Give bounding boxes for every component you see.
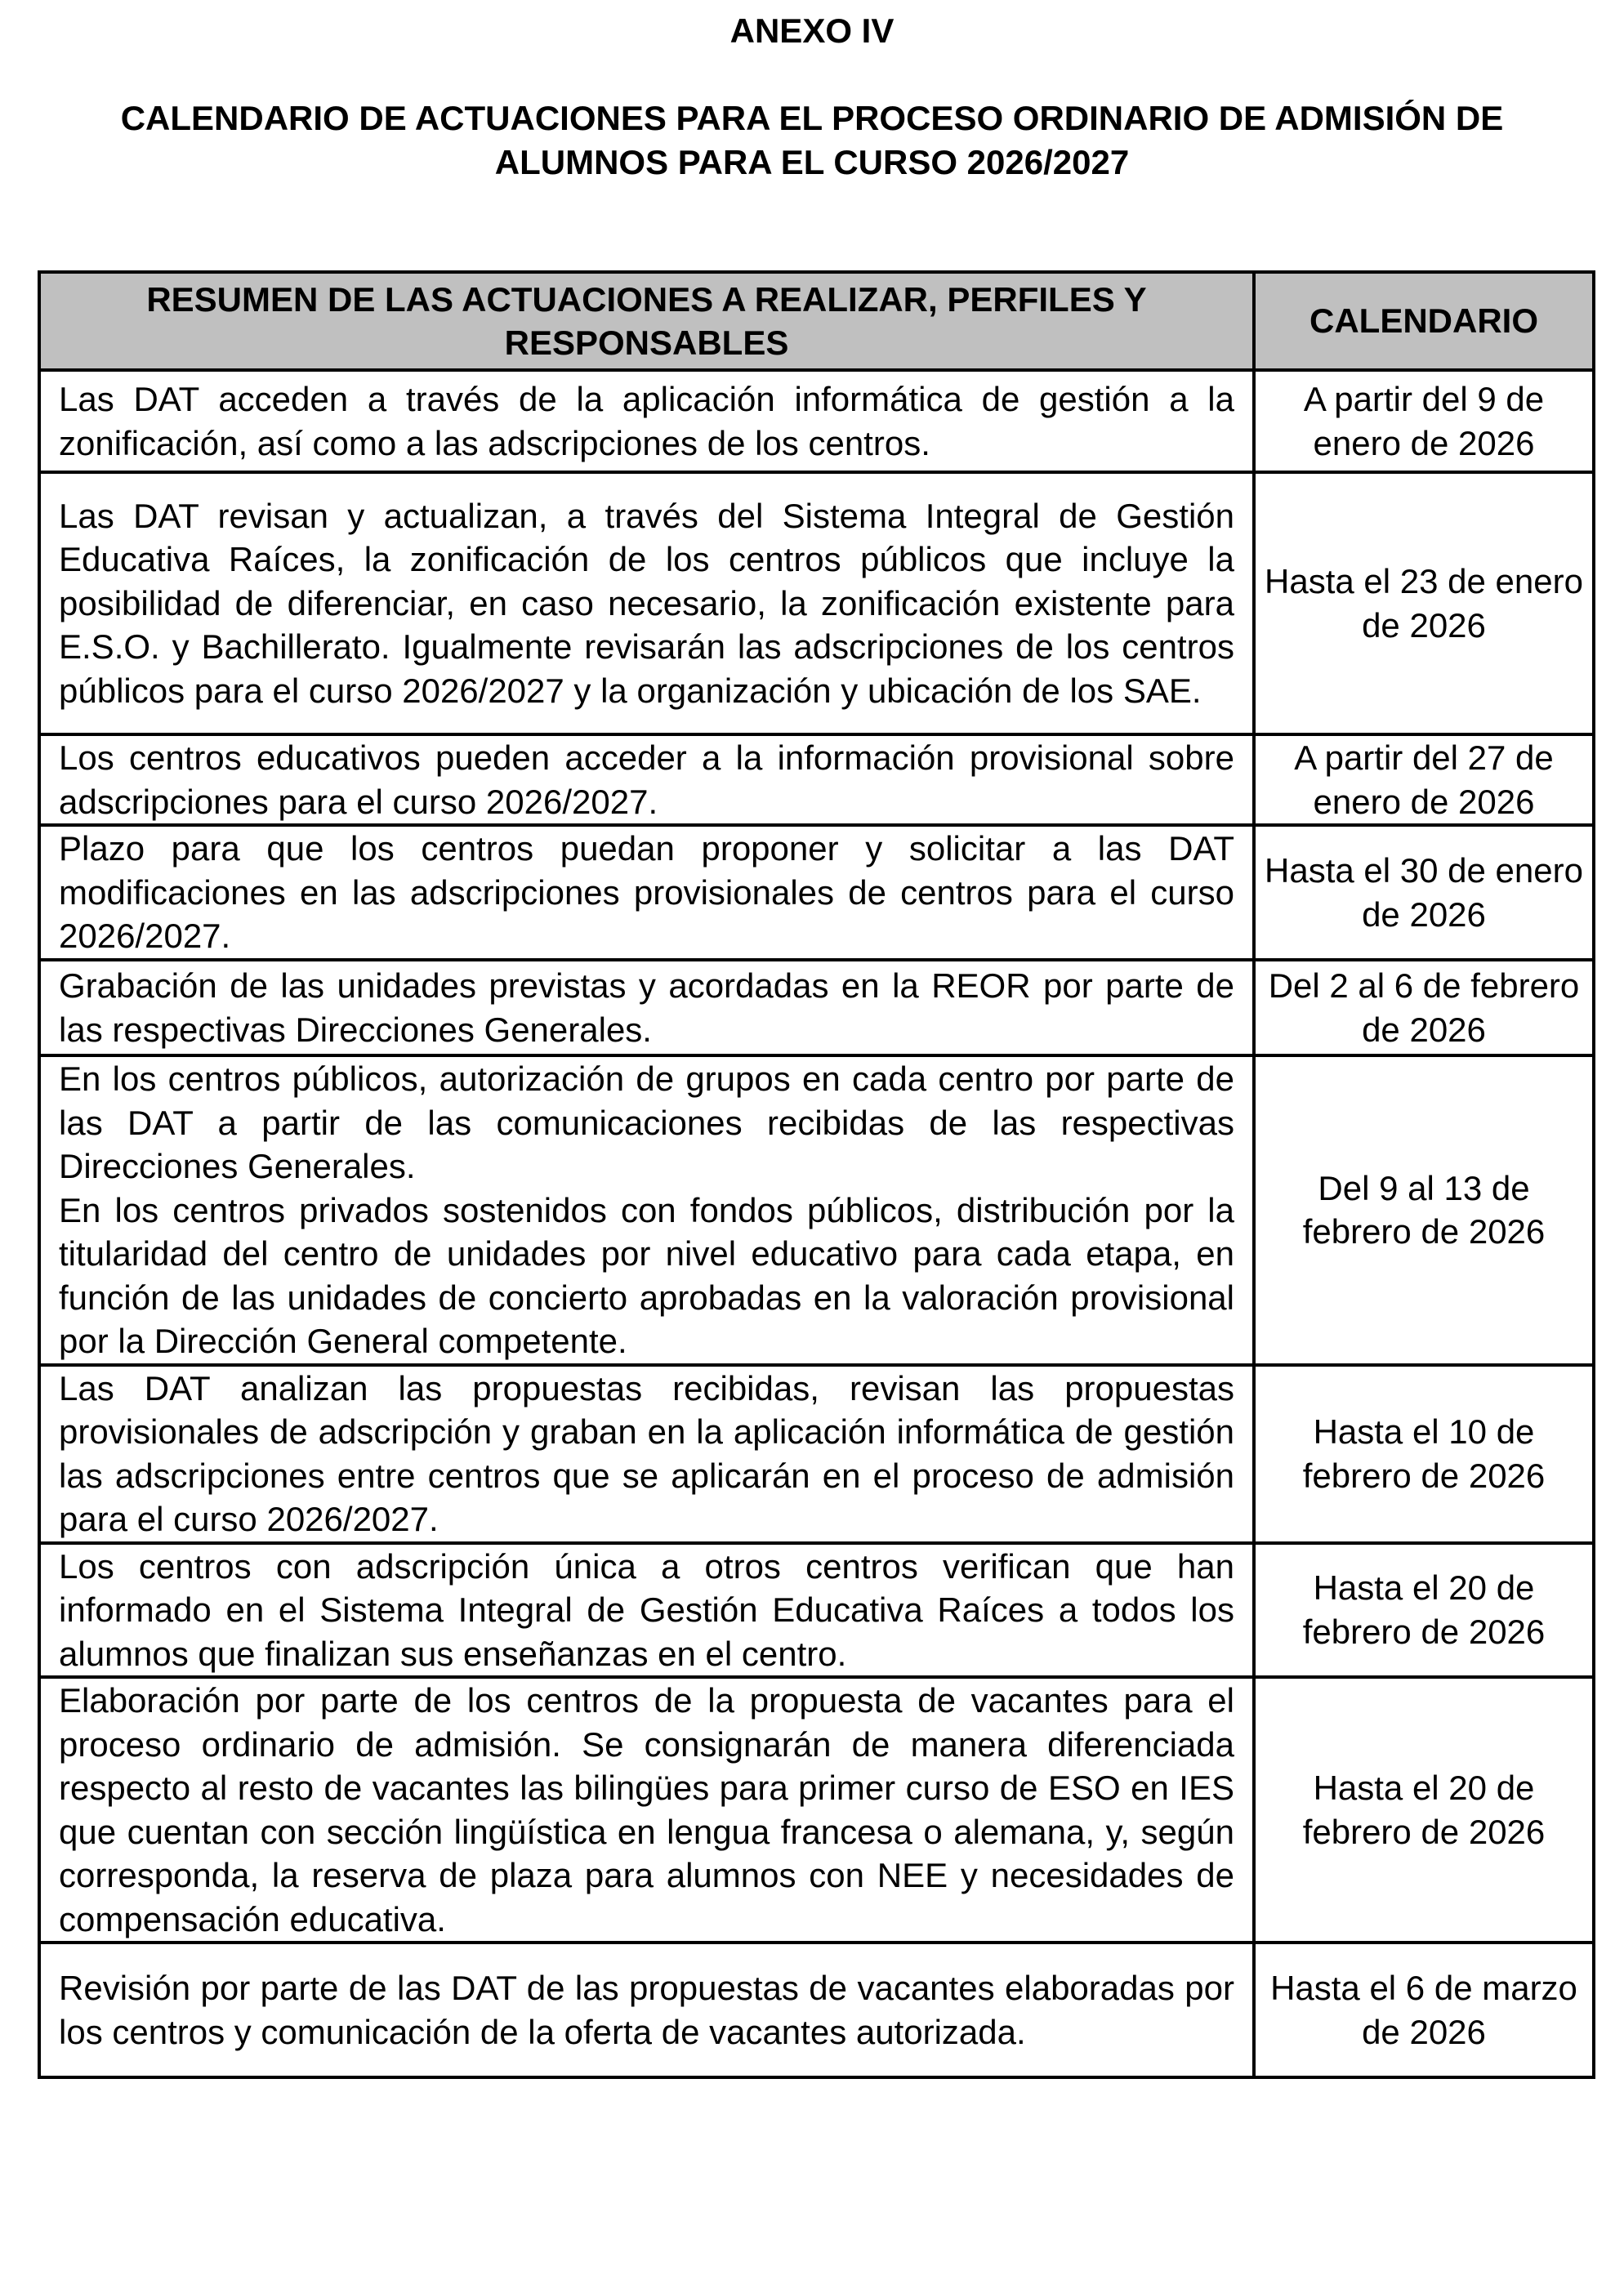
table-header-row: [39, 272, 1594, 370]
action-description: [39, 472, 1254, 734]
table-row: [39, 370, 1594, 472]
header-actions: RESUMEN DE LAS ACTUACIONES A REALIZAR, PERFILES Y RESPONSABLES: [39, 272, 1254, 370]
action-date: A partir del 9 de enero de 2026: [1254, 370, 1594, 472]
description-paragraph: Elaboración por parte de los centros de la propuesta de vacantes para el proceso ordinario de admisión. Se consignarán de manera diferenciada respecto al resto de vacantes las bilingües para primer curso de ESO en IES que cuentan con sección lingüística en lengua francesa o alemana, y, según corresponda, la reserva de plaza para alumnos con NEE y necesidades de compensación educativa.: [59, 1681, 1234, 1938]
table-row: [39, 1365, 1594, 1543]
description-paragraph: Grabación de las unidades previstas y acordadas en la REOR por parte de las respectivas Direcciones Generales.: [59, 966, 1234, 1049]
table-row: [39, 1543, 1594, 1678]
table-row: [39, 825, 1594, 960]
action-description: [39, 825, 1254, 960]
description-paragraph: En los centros públicos, autorización de grupos en cada centro por parte de las DAT a partir de las comunicaciones recibidas de las respectivas Direcciones Generales.: [59, 1059, 1234, 1185]
description-paragraph: En los centros privados sostenidos con fondos públicos, distribución por la titularidad del centro de unidades por nivel educativo para cada etapa, en función de las unidades de concierto aprobadas en la valoración provisional por la Dirección General competente.: [59, 1190, 1234, 1360]
header-calendar: CALENDARIO: [1254, 272, 1594, 370]
action-date: Hasta el 6 de marzo de 2026: [1254, 1943, 1594, 2077]
document-title: CALENDARIO DE ACTUACIONES PARA EL PROCESO ORDINARIO DE ADMISIÓN DE ALUMNOS PARA EL CURSO 2026/2027: [120, 99, 1504, 181]
description-paragraph: Los centros con adscripción única a otros centros verifican que han informado en el Sistema Integral de Gestión Educativa Raíces a todos los alumnos que finalizan sus enseñanzas en el centro.: [59, 1546, 1234, 1673]
annex-heading: ANEXO IV: [729, 11, 895, 50]
table-row: [39, 734, 1594, 825]
action-description: [39, 1055, 1254, 1365]
table-row: [39, 1943, 1594, 2077]
action-date: Hasta el 23 de enero de 2026: [1254, 472, 1594, 734]
description-paragraph: Plazo para que los centros puedan proponer y solicitar a las DAT modificaciones en las adscripciones provisionales de centros para el curso 2026/2027.: [59, 829, 1234, 956]
action-date: Hasta el 10 de febrero de 2026: [1254, 1365, 1594, 1543]
action-description: [39, 370, 1254, 472]
table-row: [39, 1055, 1594, 1365]
action-description: [39, 734, 1254, 825]
table-row: [39, 1677, 1594, 1943]
description-paragraph: Las DAT revisan y actualizan, a través del Sistema Integral de Gestión Educativa Raíces, la zonificación de los centros públicos que incluye la posibilidad de diferenciar, en caso necesario, la zonificación existente para E.S.O. y Bachillerato. Igualmente revisarán las adscripciones de los centros públicos para el curso 2026/2027 y la organización y ubicación de los SAE.: [59, 496, 1234, 710]
action-date: Del 2 al 6 de febrero de 2026: [1254, 960, 1594, 1055]
table-row: [39, 960, 1594, 1055]
action-date: Hasta el 20 de febrero de 2026: [1254, 1677, 1594, 1943]
action-date: Del 9 al 13 de febrero de 2026: [1254, 1055, 1594, 1365]
description-paragraph: Revisión por parte de las DAT de las propuestas de vacantes elaboradas por los centros y comunicación de la oferta de vacantes autorizada.: [59, 1969, 1234, 2051]
description-paragraph: Las DAT acceden a través de la aplicación informática de gestión a la zonificación, así como a las adscripciones de los centros.: [59, 380, 1234, 462]
action-description: [39, 960, 1254, 1055]
description-paragraph: Los centros educativos pueden acceder a la información provisional sobre adscripciones para el curso 2026/2027.: [59, 738, 1234, 821]
table-row: [39, 472, 1594, 734]
action-date: Hasta el 20 de febrero de 2026: [1254, 1543, 1594, 1678]
action-description: [39, 1365, 1254, 1543]
calendar-table: [38, 270, 1595, 2079]
action-description: [39, 1943, 1254, 2077]
action-date: Hasta el 30 de enero de 2026: [1254, 825, 1594, 960]
action-description: [39, 1543, 1254, 1678]
action-date: A partir del 27 de enero de 2026: [1254, 734, 1594, 825]
description-paragraph: Las DAT analizan las propuestas recibidas, revisan las propuestas provisionales de adscripción y graban en la aplicación informática de gestión las adscripciones entre centros que se aplicarán en el proceso de admisión para el curso 2026/2027.: [59, 1368, 1234, 1538]
action-description: [39, 1677, 1254, 1943]
